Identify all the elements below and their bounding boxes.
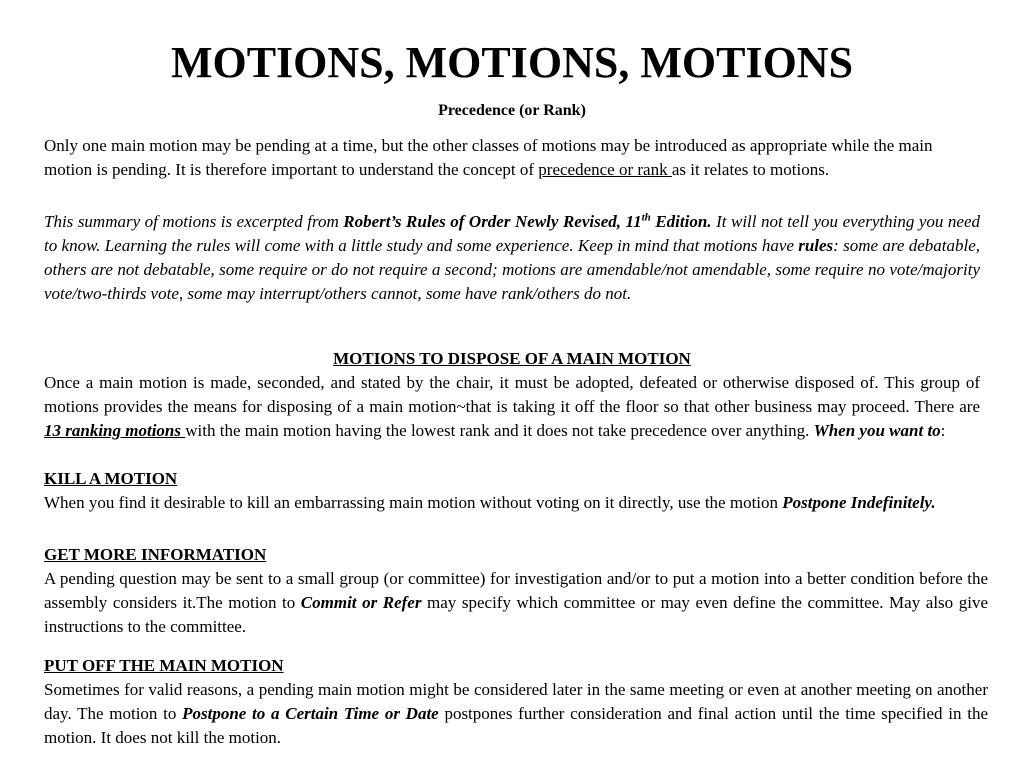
intro-text-after: as it relates to motions. <box>671 160 830 179</box>
dispose-paragraph <box>44 371 980 443</box>
summary-text-1: This summary of motions is excerpted from <box>44 212 344 231</box>
get-info-text-2: may specify which committee or may even define the committee. May also give instructions to the committee. <box>44 593 988 636</box>
summary-text-3: : some are debatable, others are not debatable, some require or do not require a second; motions are amendable/not amendable, some require no vote/majority vote/two-thirds vote, some may interrupt/others cannot, some have rank/others do not. <box>44 236 980 303</box>
put-off-heading: PUT OFF THE MAIN MOTION <box>44 656 284 675</box>
book-title-text: Robert’s Rules of Order Newly Revised, 11 <box>343 212 642 231</box>
book-edition-text: Edition. <box>650 212 712 231</box>
dispose-text-2: with the main motion having the lowest rank and it does not take precedence over anything. <box>185 421 814 440</box>
ranking-motions-text: 13 ranking motions <box>44 421 186 440</box>
get-info-paragraph <box>44 567 988 639</box>
dispose-heading: MOTIONS TO DISPOSE OF A MAIN MOTION <box>333 349 691 368</box>
book-title <box>343 212 711 231</box>
put-off-text-2: postpones further consideration and final action until the time specified in the motion. It does not kill the motion. <box>44 704 988 747</box>
dispose-text-1: Once a main motion is made, seconded, and stated by the chair, it must be adopted, defeated or otherwise disposed of. This group of motions provides the means for disposing of a main motion~that is taking it off the floor so that other business may proceed. There are <box>44 373 980 416</box>
rules-word: rules <box>798 236 834 255</box>
summary-paragraph <box>44 210 980 306</box>
when-you-want-text: When you want to <box>813 421 941 440</box>
put-off-paragraph <box>44 678 988 750</box>
kill-motion-paragraph <box>44 491 988 515</box>
summary-text-2: It will not tell you everything you need to know. Learning the rules will come with a little study and some experience. Keep in mind that motions have <box>44 212 981 255</box>
kill-motion-text: When you find it desirable to kill an embarrassing main motion without voting on it directly, use the motion <box>44 493 783 512</box>
precedence-link-text: precedence or rank <box>538 160 672 179</box>
postpone-indefinitely-text: Postpone Indefinitely. <box>782 493 936 512</box>
put-off-text-1: Sometimes for valid reasons, a pending main motion might be considered later in the same meeting or even at another meeting on another day. The motion to <box>44 680 988 723</box>
postpone-certain-time-text: Postpone to a Certain Time or Date <box>182 704 439 723</box>
page-title: MOTIONS, MOTIONS, MOTIONS <box>170 38 854 87</box>
dispose-colon: : <box>940 421 946 440</box>
get-info-text-1: A pending question may be sent to a small group (or committee) for investigation and/or to put a motion into a better condition before the assembly considers it.The motion to <box>44 569 988 612</box>
get-info-heading: GET MORE INFORMATION <box>44 545 267 564</box>
book-edition-sup: th <box>641 211 651 224</box>
page-subtitle: Precedence (or Rank) <box>438 102 586 119</box>
intro-paragraph <box>44 134 964 182</box>
kill-motion-heading: KILL A MOTION <box>44 469 178 488</box>
commit-or-refer-text: Commit or Refer <box>300 593 422 612</box>
intro-text-before: Only one main motion may be pending at a time, but the other classes of motions may be introduced as appropriate while the main motion is pending. It is therefore important to understand the concept of <box>44 136 933 179</box>
